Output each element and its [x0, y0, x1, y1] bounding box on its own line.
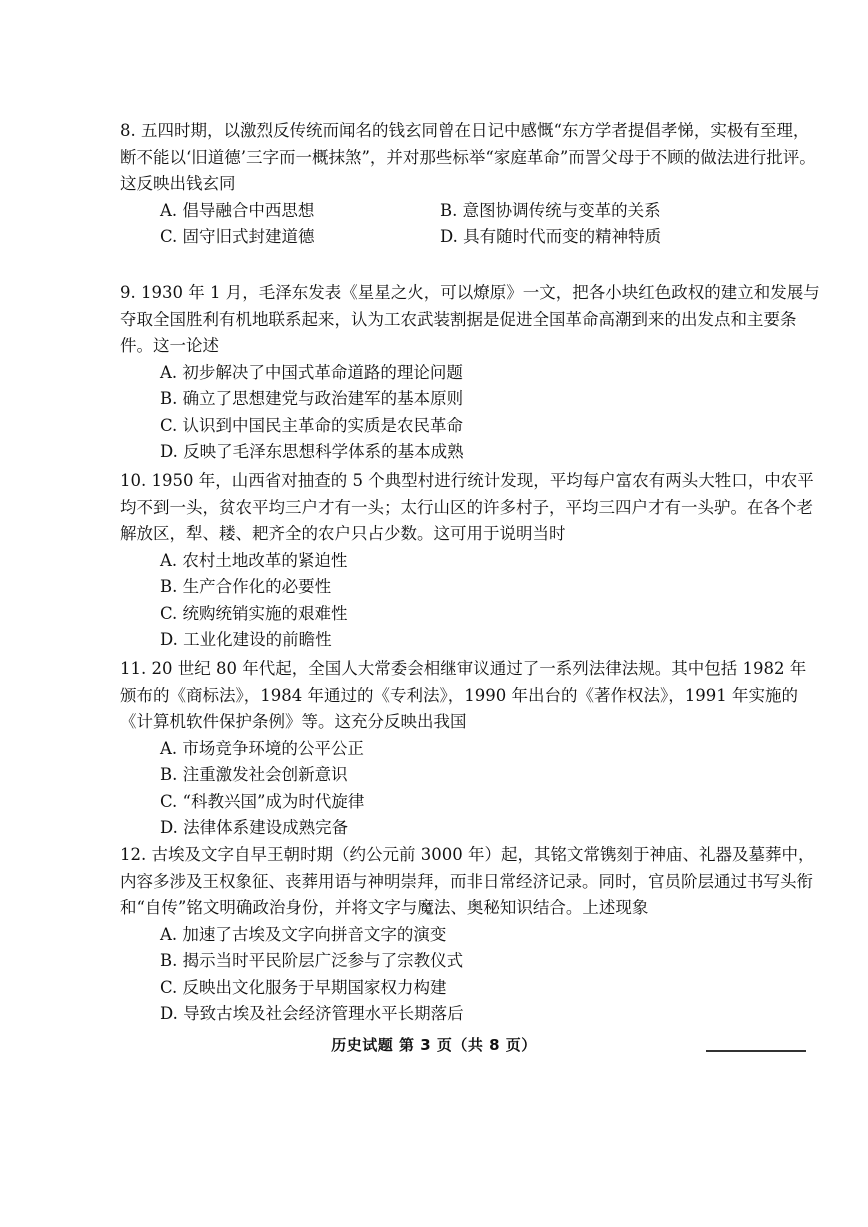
question-8-stem: 8. 五四时期，以激烈反传统而闻名的钱玄同曾在日记中感慨“东方学者提倡孝悌，实极有至理，断不能以‘旧道德’三字而一概抹煞”，并对那些标举“家庭革命”而詈父母于不顾的做法进行批评。这反映出钱玄同 [120, 121, 816, 193]
question-10 [120, 468, 820, 654]
question-9 [120, 280, 820, 466]
option-d[interactable]: D. 法律体系建设成熟完备 [160, 818, 349, 837]
question-8-options [120, 198, 820, 251]
question-12 [120, 842, 820, 1028]
option-d[interactable]: D. 工业化建设的前瞻性 [160, 630, 332, 649]
divider-line [706, 1050, 806, 1052]
option-b[interactable]: B. 生产合作化的必要性 [160, 577, 332, 596]
option-a[interactable]: A. 初步解决了中国式革命道路的理论问题 [160, 362, 463, 382]
page-footer: 历史试题 第 3 页（共 8 页） [331, 1036, 537, 1054]
question-11-stem: 11. 20 世纪 80 年代起，全国人大常委会相继审议通过了一系列法律法规。其中包括 1982 年颁布的《商标法》，1984 年通过的《专利法》，1990 年出台的《著作权法》，1991 年实施的《计算机软件保护条例》等。这充分反映出我国 [120, 659, 807, 731]
option-c[interactable]: C. 统购统销实施的艰难性 [160, 603, 348, 623]
option-a[interactable]: A. 倡导融合中西思想 [160, 200, 315, 220]
question-10-stem: 10. 1950 年，山西省对抽查的 5 个典型村进行统计发现，平均每户富农有两头大牲口，中农平均不到一头，贫农平均三户才有一头；太行山区的许多村子，平均三四户才有一头驴。在各个老解放区，犁、耧、耙齐全的农户只占少数。这可用于说明当时 [120, 471, 814, 543]
option-c[interactable]: C. 固守旧式封建道德 [160, 227, 315, 246]
option-c[interactable]: C. “科教兴国”成为时代旋律 [160, 791, 365, 811]
option-c[interactable]: C. 反映出文化服务于早期国家权力构建 [160, 977, 447, 997]
option-a[interactable]: A. 市场竞争环境的公平公正 [160, 738, 364, 758]
question-12-options [120, 922, 820, 1028]
question-8 [120, 118, 820, 251]
option-b[interactable]: B. 注重激发社会创新意识 [160, 765, 348, 784]
option-b[interactable]: B. 意图协调传统与变革的关系 [440, 200, 661, 220]
option-d[interactable]: D. 反映了毛泽东思想科学体系的基本成熟 [160, 442, 464, 461]
option-b[interactable]: B. 确立了思想建党与政治建军的基本原则 [160, 389, 464, 408]
option-b[interactable]: B. 揭示当时平民阶层广泛参与了宗教仪式 [160, 951, 464, 970]
option-c[interactable]: C. 认识到中国民主革命的实质是农民革命 [160, 415, 464, 435]
question-9-options [120, 360, 820, 466]
question-11-options [120, 736, 820, 842]
question-10-options [120, 548, 820, 654]
question-9-stem: 9. 1930 年 1 月，毛泽东发表《星星之火，可以燎原》一文，把各小块红色政权的建立和发展与夺取全国胜利有机地联系起来，认为工农武装割据是促进全国革命高潮到来的出发点和主要条件。这一论述 [120, 283, 820, 355]
question-12-stem: 12. 古埃及文字自早王朝时期（约公元前 3000 年）起，其铭文常镌刻于神庙、礼器及墓葬中，内容多涉及王权象征、丧葬用语与神明崇拜，而非日常经济记录。同时，官员阶层通过书写头衔和“自传”铭文明确政治身份，并将文字与魔法、奥秘知识结合。上述现象 [120, 845, 815, 917]
question-11 [120, 656, 820, 842]
option-d[interactable]: D. 导致古埃及社会经济管理水平长期落后 [160, 1004, 464, 1023]
option-a[interactable]: A. 加速了古埃及文字向拼音文字的演变 [160, 924, 447, 944]
option-a[interactable]: A. 农村土地改革的紧迫性 [160, 550, 348, 570]
option-d[interactable]: D. 具有随时代而变的精神特质 [440, 227, 662, 246]
